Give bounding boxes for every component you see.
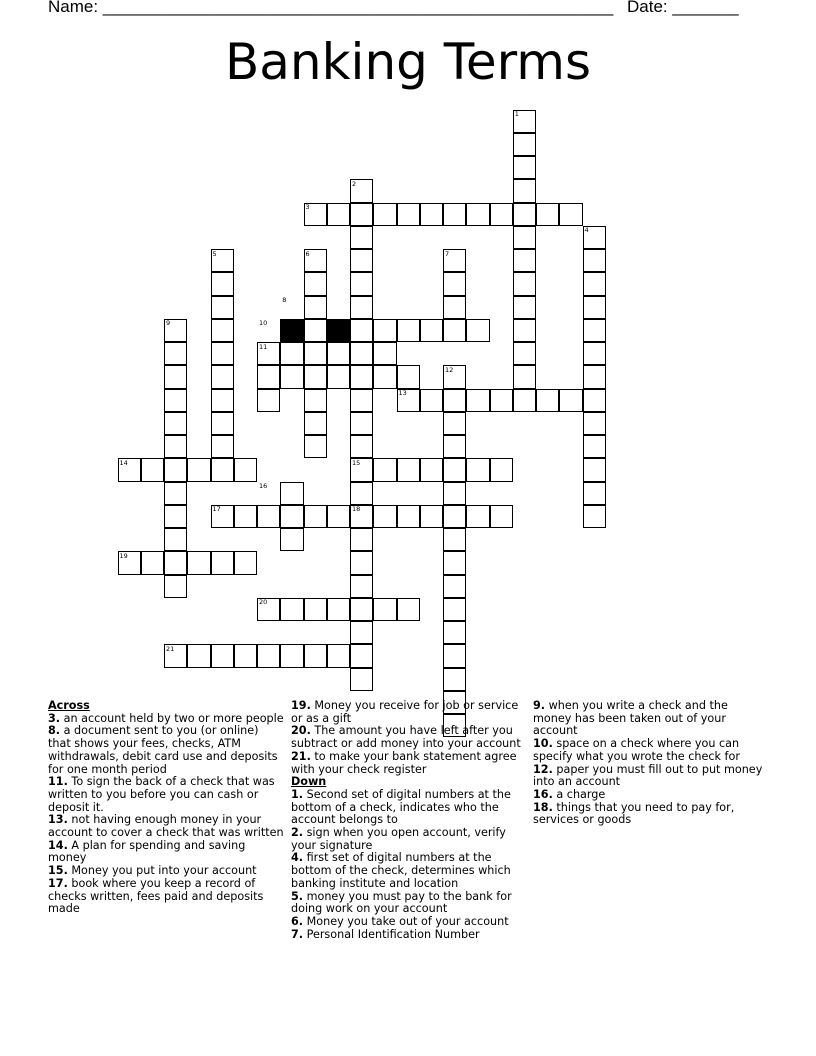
clue-number-5: 5: [212, 249, 217, 258]
down-clue: 12. paper you must fill out to put money into an account: [533, 762, 763, 789]
clue-number-16: 16: [259, 482, 268, 490]
crossword-cell[interactable]: [211, 342, 234, 365]
crossword-cell[interactable]: [280, 598, 303, 621]
down-clue: 6. Money you take out of your account: [291, 914, 509, 928]
crossword-cell[interactable]: [583, 319, 606, 342]
crossword-cell[interactable]: [187, 644, 210, 667]
crossword-cell[interactable]: [350, 575, 373, 598]
crossword-cell[interactable]: [583, 458, 606, 481]
crossword-cell[interactable]: [536, 389, 559, 412]
crossword-cell[interactable]: [211, 296, 234, 319]
crossword-cell[interactable]: [420, 458, 443, 481]
crossword-cell[interactable]: [513, 272, 536, 295]
crossword-cell[interactable]: [327, 505, 350, 528]
across-clue: 14. A plan for spending and saving money: [48, 838, 246, 865]
clue-number-18: 18: [352, 505, 361, 514]
crossword-cell[interactable]: [304, 389, 327, 412]
crossword-cell[interactable]: [304, 342, 327, 365]
across-clue: 21. to make your bank statement agree with your check register: [291, 749, 517, 776]
across-heading: Across: [48, 699, 90, 712]
down-clue: 16. a charge: [533, 787, 606, 801]
crossword-cell[interactable]: [583, 342, 606, 365]
crossword-cell[interactable]: [466, 458, 489, 481]
crossword-cell[interactable]: [443, 575, 466, 598]
crossword-cell[interactable]: [513, 156, 536, 179]
clue-number-6: 6: [305, 249, 310, 258]
clue-number-7: 7: [445, 249, 450, 258]
across-clue: 3. an account held by two or more people: [48, 711, 284, 725]
crossword-cell[interactable]: [490, 389, 513, 412]
crossword-cell[interactable]: [211, 412, 234, 435]
clue-number-12: 12: [445, 365, 454, 374]
crossword-cell[interactable]: [211, 249, 234, 272]
crossword-cell[interactable]: [443, 203, 466, 226]
clue-number-19: 19: [119, 551, 128, 560]
crossword-cell[interactable]: [187, 458, 210, 481]
down-clue: 5. money you must pay to the bank for doing work on your account: [291, 889, 512, 916]
crossword-cell[interactable]: [443, 598, 466, 621]
crossword-cell[interactable]: [350, 668, 373, 691]
crossword-cell[interactable]: [211, 505, 234, 528]
crossword-cell[interactable]: [350, 226, 373, 249]
crossword-cell[interactable]: [443, 621, 466, 644]
crossword-cell[interactable]: [373, 319, 396, 342]
crossword-cell[interactable]: [420, 203, 443, 226]
crossword-cell[interactable]: [583, 296, 606, 319]
clue-number-4: 4: [584, 226, 589, 235]
crossword-cell[interactable]: [583, 412, 606, 435]
crossword-cell[interactable]: [141, 458, 164, 481]
crossword-cell[interactable]: [397, 505, 420, 528]
clue-number-8: 8: [282, 296, 287, 304]
crossword-cell[interactable]: [164, 342, 187, 365]
crossword-cell[interactable]: [257, 505, 280, 528]
clue-number-3: 3: [305, 203, 310, 211]
crossword-cell[interactable]: [466, 319, 489, 342]
crossword-block: [327, 319, 350, 342]
clue-number-15: 15: [352, 458, 361, 467]
crossword-cell[interactable]: [373, 458, 396, 481]
crossword-cell[interactable]: [211, 458, 234, 481]
crossword-cell[interactable]: [280, 482, 303, 505]
crossword-cell[interactable]: [490, 505, 513, 528]
crossword-cell[interactable]: [350, 249, 373, 272]
crossword-cell[interactable]: [443, 319, 466, 342]
crossword-cell[interactable]: [397, 389, 420, 412]
crossword-cell[interactable]: [466, 203, 489, 226]
crossword-cell[interactable]: [164, 389, 187, 412]
crossword-cell[interactable]: [373, 505, 396, 528]
crossword-cell[interactable]: [304, 505, 327, 528]
crossword-cell[interactable]: [327, 644, 350, 667]
crossword-cell[interactable]: [304, 203, 327, 226]
crossword-cell[interactable]: [420, 505, 443, 528]
crossword-cell[interactable]: [397, 203, 420, 226]
crossword-cell[interactable]: [304, 644, 327, 667]
crossword-cell[interactable]: [513, 179, 536, 202]
crossword-cell[interactable]: [443, 435, 466, 458]
crossword-cell[interactable]: [350, 435, 373, 458]
crossword-cell[interactable]: [304, 319, 327, 342]
crossword-cell[interactable]: [187, 551, 210, 574]
crossword-cell[interactable]: [164, 644, 187, 667]
crossword-cell[interactable]: [513, 133, 536, 156]
across-clue: 11. To sign the back of a check that was written to you before you can cash or deposit it.: [48, 775, 275, 814]
clue-number-14: 14: [119, 458, 128, 467]
crossword-cell[interactable]: [234, 551, 257, 574]
crossword-cell[interactable]: [304, 296, 327, 319]
crossword-cell[interactable]: [350, 482, 373, 505]
crossword-cell[interactable]: [280, 528, 303, 551]
clue-number-21: 21: [166, 644, 175, 653]
across-clue: 19. Money you receive for job or service or as a gift: [291, 699, 519, 725]
crossword-cell[interactable]: [397, 598, 420, 621]
clue-column-2: [291, 700, 527, 941]
crossword-cell[interactable]: [443, 668, 466, 691]
crossword-cell[interactable]: [583, 226, 606, 249]
crossword-cell[interactable]: [513, 226, 536, 249]
clue-number-10: 10: [259, 319, 268, 328]
crossword-cell[interactable]: [164, 482, 187, 505]
crossword-cell[interactable]: [280, 365, 303, 388]
crossword-cell[interactable]: [234, 505, 257, 528]
down-heading: Down: [291, 775, 327, 789]
crossword-cell[interactable]: [443, 458, 466, 481]
down-clue: 9. when you write a check and the money has been taken out of your account: [533, 699, 728, 738]
crossword-cell[interactable]: [141, 551, 164, 574]
crossword-cell[interactable]: [304, 365, 327, 388]
crossword-cell[interactable]: [536, 203, 559, 226]
crossword-cell[interactable]: [583, 249, 606, 272]
crossword-cell[interactable]: [583, 482, 606, 505]
crossword-cell[interactable]: [513, 342, 536, 365]
crossword-cell[interactable]: [280, 342, 303, 365]
crossword-cell[interactable]: [164, 528, 187, 551]
across-clue: 13. not having enough money in your account to cover a check that was written: [48, 813, 284, 840]
crossword-cell[interactable]: [164, 319, 187, 342]
crossword-cell[interactable]: [327, 598, 350, 621]
down-clue: 1. Second set of digital numbers at the bottom of a check, indicates who the account belongs to: [291, 787, 511, 827]
crossword-cell[interactable]: [490, 458, 513, 481]
crossword-cell[interactable]: [443, 365, 466, 388]
across-clue: 20. The amount you have left after you subtract or add money into your account: [291, 724, 521, 751]
crossword-cell[interactable]: [164, 365, 187, 388]
crossword-cell[interactable]: [443, 389, 466, 412]
crossword-cell[interactable]: [373, 598, 396, 621]
crossword-cell[interactable]: [397, 458, 420, 481]
crossword-cell[interactable]: [257, 365, 280, 388]
clue-column-1: [48, 700, 284, 916]
down-clue: 2. sign when you open account, verify your signature: [291, 826, 506, 852]
crossword-cell[interactable]: [443, 528, 466, 551]
crossword-cell[interactable]: [211, 389, 234, 412]
date-line: Date: _______: [627, 0, 739, 16]
crossword-cell[interactable]: [164, 505, 187, 528]
name-line: Name: ______________________________________________________: [48, 0, 614, 16]
crossword-cell[interactable]: [443, 551, 466, 574]
crossword-cell[interactable]: [373, 203, 396, 226]
across-clue: 15. Money you put into your account: [48, 864, 257, 878]
clue-number-9: 9: [166, 319, 171, 328]
crossword-cell[interactable]: [443, 412, 466, 435]
crossword-cell[interactable]: [304, 598, 327, 621]
crossword-cell[interactable]: [373, 342, 396, 365]
crossword-cell[interactable]: [559, 389, 582, 412]
crossword-cell[interactable]: [350, 644, 373, 667]
crossword-cell[interactable]: [443, 272, 466, 295]
crossword-cell[interactable]: [513, 389, 536, 412]
crossword-cell[interactable]: [280, 505, 303, 528]
crossword-cell[interactable]: [443, 505, 466, 528]
crossword-cell[interactable]: [513, 365, 536, 388]
page-title: Banking Terms: [224, 33, 592, 91]
crossword-cell[interactable]: [350, 551, 373, 574]
crossword-cell[interactable]: [304, 249, 327, 272]
clue-number-13: 13: [398, 389, 407, 397]
crossword-cell[interactable]: [327, 342, 350, 365]
crossword-cell[interactable]: [513, 319, 536, 342]
crossword-cell[interactable]: [257, 598, 280, 621]
crossword-cell[interactable]: [234, 458, 257, 481]
down-clue: 18. things that you need to pay for, services or goods: [533, 800, 735, 827]
crossword-cell[interactable]: [350, 458, 373, 481]
crossword-block: [280, 319, 303, 342]
crossword-cell[interactable]: [559, 203, 582, 226]
crossword-cell[interactable]: [583, 365, 606, 388]
crossword-cell[interactable]: [583, 435, 606, 458]
crossword-cell[interactable]: [466, 389, 489, 412]
crossword-cell[interactable]: [234, 644, 257, 667]
crossword-cell[interactable]: [513, 249, 536, 272]
crossword-cell[interactable]: [327, 365, 350, 388]
crossword-cell[interactable]: [583, 505, 606, 528]
crossword-cell[interactable]: [257, 342, 280, 365]
clue-number-17: 17: [212, 505, 221, 514]
crossword-cell[interactable]: [304, 272, 327, 295]
crossword-cell[interactable]: [513, 296, 536, 319]
crossword-cell[interactable]: [350, 412, 373, 435]
crossword-cell[interactable]: [164, 435, 187, 458]
crossword-cell[interactable]: [350, 179, 373, 202]
crossword-cell[interactable]: [164, 551, 187, 574]
crossword-cell[interactable]: [373, 365, 396, 388]
clue-number-20: 20: [259, 598, 268, 607]
crossword-cell[interactable]: [350, 272, 373, 295]
crossword-cell[interactable]: [211, 272, 234, 295]
crossword-cell[interactable]: [164, 458, 187, 481]
crossword-cell[interactable]: [443, 644, 466, 667]
clue-number-11: 11: [259, 342, 268, 351]
down-clue: 7. Personal Identification Number: [291, 927, 480, 941]
crossword-cell[interactable]: [443, 249, 466, 272]
crossword-cell[interactable]: [118, 551, 141, 574]
crossword-cell[interactable]: [397, 319, 420, 342]
crossword-cell[interactable]: [350, 598, 373, 621]
crossword-cell[interactable]: [420, 319, 443, 342]
crossword-cell[interactable]: [350, 203, 373, 226]
down-clue: 10. space on a check where you can specify what you wrote the check for: [533, 737, 740, 763]
crossword-cell[interactable]: [211, 365, 234, 388]
crossword-cell[interactable]: [327, 203, 350, 226]
crossword-cell[interactable]: [350, 621, 373, 644]
crossword-cell[interactable]: [304, 412, 327, 435]
crossword-cell[interactable]: [513, 203, 536, 226]
crossword-cell[interactable]: [304, 435, 327, 458]
crossword-cell[interactable]: [350, 319, 373, 342]
clue-column-3: [533, 700, 769, 827]
across-clue: 8. a document sent to you (or online) that shows your fees, checks, ATM withdrawals, debit card use and deposits for one month period: [48, 724, 278, 776]
clue-number-2: 2: [352, 179, 357, 188]
crossword-cell[interactable]: [350, 342, 373, 365]
crossword-cell[interactable]: [443, 296, 466, 319]
crossword-cell[interactable]: [350, 389, 373, 412]
crossword-cell[interactable]: [257, 389, 280, 412]
crossword-cell[interactable]: [211, 551, 234, 574]
crossword-cell[interactable]: [118, 458, 141, 481]
crossword-cell[interactable]: [513, 110, 536, 133]
crossword-cell[interactable]: [350, 365, 373, 388]
crossword-cell[interactable]: [211, 435, 234, 458]
crossword-cell[interactable]: [257, 644, 280, 667]
crossword-cell[interactable]: [420, 389, 443, 412]
crossword-cell[interactable]: [583, 272, 606, 295]
crossword-cell[interactable]: [211, 644, 234, 667]
crossword-cell[interactable]: [443, 482, 466, 505]
crossword-cell[interactable]: [397, 365, 420, 388]
across-clue: 17. book where you keep a record of checks written, fees paid and deposits made: [48, 876, 264, 916]
crossword-cell[interactable]: [164, 412, 187, 435]
crossword-cell[interactable]: [583, 389, 606, 412]
crossword-cell[interactable]: [350, 296, 373, 319]
crossword-cell[interactable]: [164, 575, 187, 598]
crossword-cell[interactable]: [466, 505, 489, 528]
down-clue: 4. first set of digital numbers at the bottom of the check, determines which banking institute and location: [291, 851, 511, 890]
crossword-cell[interactable]: [211, 319, 234, 342]
crossword-cell[interactable]: [350, 528, 373, 551]
crossword-cell[interactable]: [280, 644, 303, 667]
crossword-cell[interactable]: [490, 203, 513, 226]
crossword-cell[interactable]: [350, 505, 373, 528]
clue-number-1: 1: [514, 110, 519, 118]
